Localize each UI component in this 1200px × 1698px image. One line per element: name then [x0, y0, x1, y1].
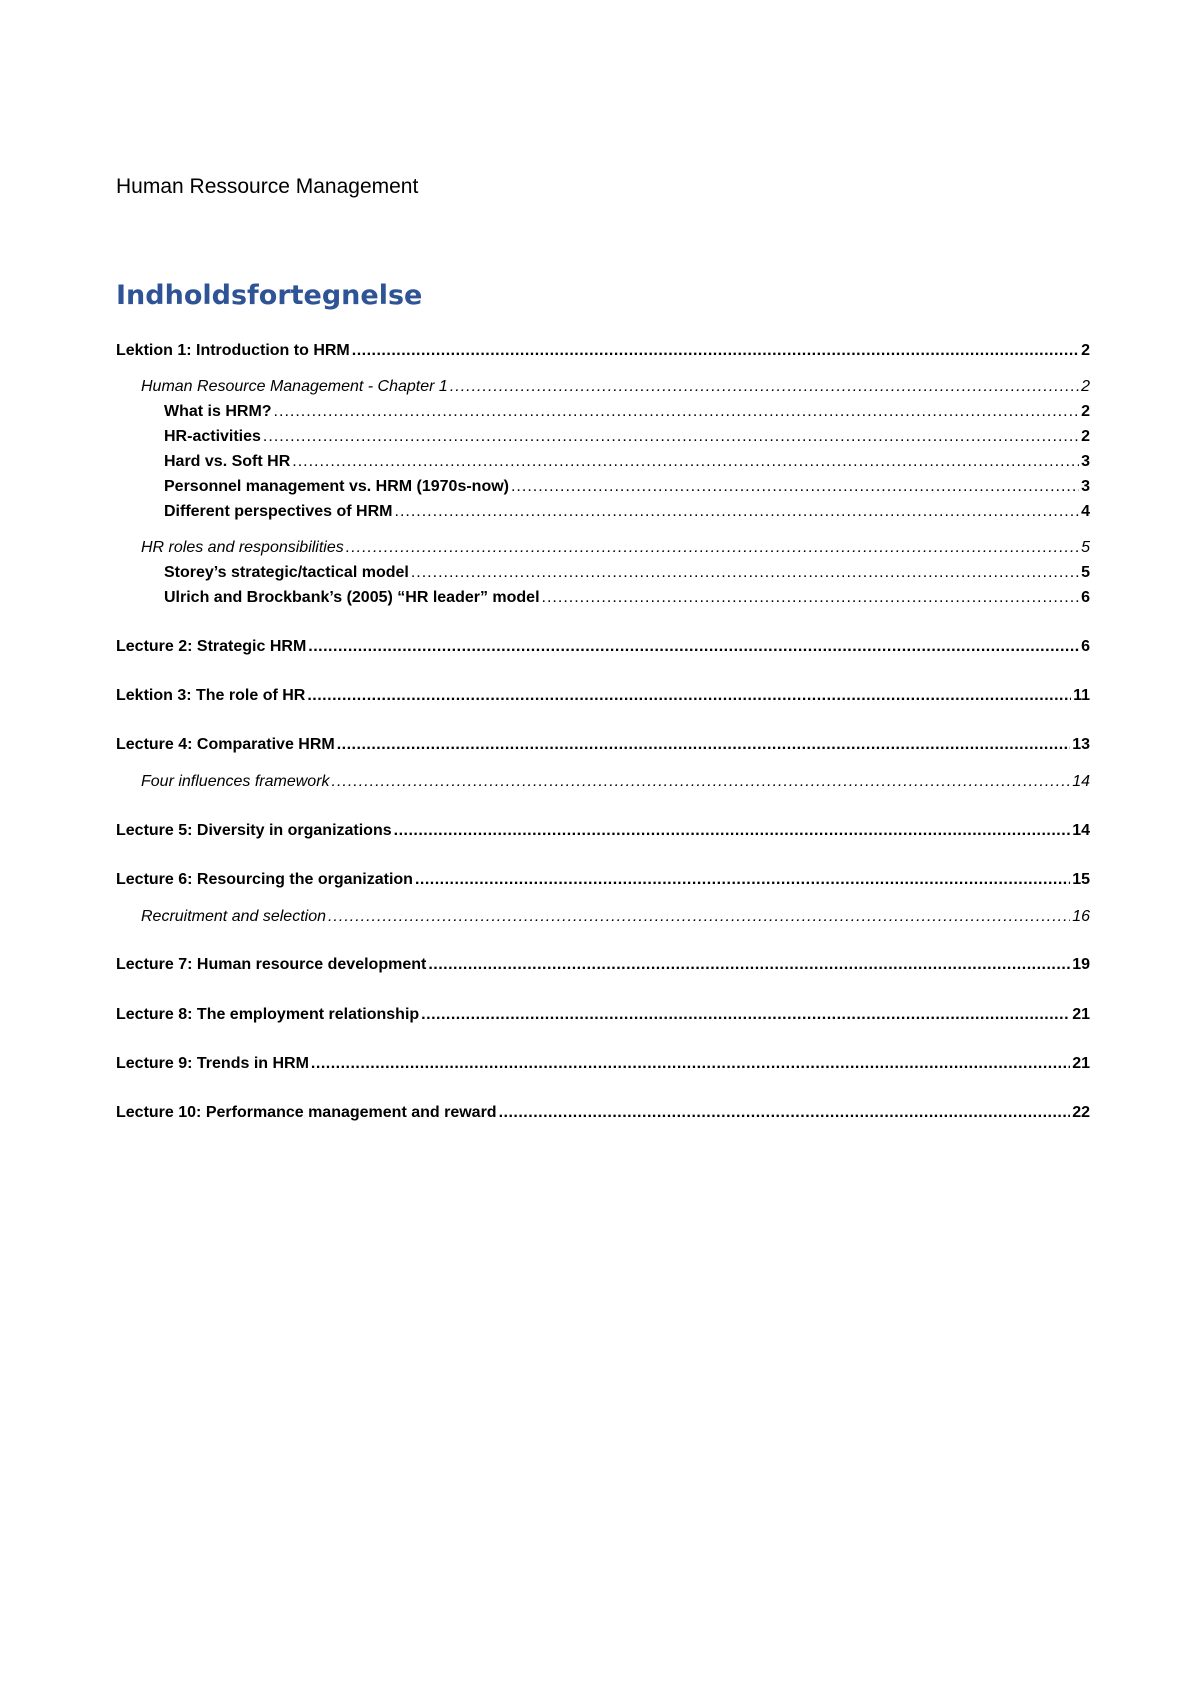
toc-entry-label: HR-activities [164, 426, 261, 448]
toc-entry-label: Lektion 3: The role of HR [116, 685, 305, 707]
toc-entry[interactable] [141, 906, 1090, 928]
toc-leader-dots [499, 1102, 1071, 1124]
toc-entry-page: 11 [1073, 687, 1090, 704]
toc-entry[interactable] [141, 771, 1090, 793]
toc-entry[interactable] [116, 820, 1090, 842]
toc-entry-page: 22 [1072, 1104, 1090, 1121]
toc-entry-label: Lecture 4: Comparative HRM [116, 734, 335, 756]
toc-entry[interactable] [116, 636, 1090, 658]
toc-entry-page: 3 [1081, 453, 1090, 470]
toc-entry-page: 2 [1081, 403, 1090, 420]
toc-entry-label: Personnel management vs. HRM (1970s-now) [164, 476, 509, 498]
toc-entry-label: Lecture 10: Performance management and reward [116, 1102, 497, 1124]
toc-leader-dots [394, 820, 1071, 842]
toc-leader-dots [274, 401, 1080, 423]
toc-leader-dots [395, 501, 1080, 523]
toc-entry[interactable] [141, 537, 1090, 559]
toc-leader-dots [328, 906, 1070, 928]
toc-entry-page: 21 [1072, 1006, 1090, 1023]
toc-entry-label: Lecture 2: Strategic HRM [116, 636, 306, 658]
toc-heading: Indholdsfortegnelse [116, 280, 423, 311]
toc-leader-dots [292, 451, 1079, 473]
toc-entry[interactable] [116, 685, 1090, 707]
toc-leader-dots [421, 1004, 1070, 1026]
toc-entry[interactable] [116, 869, 1090, 891]
toc-entry[interactable] [116, 340, 1090, 362]
toc-entry[interactable] [141, 376, 1090, 398]
toc-entry-label: Human Resource Management - Chapter 1 [141, 376, 448, 398]
toc-entry-page: 19 [1072, 956, 1090, 973]
toc-entry[interactable] [116, 1004, 1090, 1026]
toc-leader-dots [332, 771, 1071, 793]
toc-entry-label: Different perspectives of HRM [164, 501, 393, 523]
toc-entry-page: 13 [1072, 736, 1090, 753]
document-title: Human Ressource Management [116, 175, 419, 198]
toc-entry-page: 6 [1081, 589, 1090, 606]
toc-entry-label: Lektion 1: Introduction to HRM [116, 340, 350, 362]
toc-entry-page: 2 [1081, 342, 1090, 359]
toc-entry-label: What is HRM? [164, 401, 272, 423]
toc-entry-label: Lecture 5: Diversity in organizations [116, 820, 392, 842]
toc-leader-dots [352, 340, 1079, 362]
toc-leader-dots [308, 636, 1079, 658]
toc-entry-page: 16 [1072, 908, 1090, 925]
toc-entry-page: 4 [1081, 503, 1090, 520]
toc-entry[interactable] [164, 501, 1090, 523]
toc-leader-dots [263, 426, 1079, 448]
toc-entry[interactable] [116, 1053, 1090, 1075]
toc-entry-label: Recruitment and selection [141, 906, 326, 928]
toc-leader-dots [337, 734, 1070, 756]
toc-entry-label: Lecture 8: The employment relationship [116, 1004, 419, 1026]
toc-entry[interactable] [116, 954, 1090, 976]
toc-entry[interactable] [164, 426, 1090, 448]
toc-entry[interactable] [116, 734, 1090, 756]
toc-entry-label: Ulrich and Brockbank’s (2005) “HR leader” model [164, 587, 540, 609]
toc-leader-dots [307, 685, 1071, 707]
toc-entry[interactable] [164, 451, 1090, 473]
toc-entry-page: 14 [1072, 822, 1090, 839]
toc-entry-page: 2 [1081, 428, 1090, 445]
toc-entry-label: Lecture 6: Resourcing the organization [116, 869, 413, 891]
toc-entry-label: Hard vs. Soft HR [164, 451, 290, 473]
toc-entry-label: Storey’s strategic/tactical model [164, 562, 409, 584]
toc-entry-page: 5 [1081, 539, 1090, 556]
toc-entry[interactable] [164, 562, 1090, 584]
toc-entry-page: 15 [1072, 871, 1090, 888]
toc-entry[interactable] [164, 401, 1090, 423]
toc-entry-page: 5 [1081, 564, 1090, 581]
toc-entry-label: Four influences framework [141, 771, 330, 793]
toc-leader-dots [511, 476, 1079, 498]
toc-entry-page: 3 [1081, 478, 1090, 495]
toc-entry-page: 6 [1081, 638, 1090, 655]
toc-entry-page: 21 [1072, 1055, 1090, 1072]
toc-leader-dots [415, 869, 1070, 891]
toc-entry-label: HR roles and responsibilities [141, 537, 344, 559]
toc-leader-dots [542, 587, 1080, 609]
toc-entry-label: Lecture 7: Human resource development [116, 954, 426, 976]
toc-leader-dots [450, 376, 1079, 398]
toc-leader-dots [346, 537, 1079, 559]
toc-entry[interactable] [164, 587, 1090, 609]
toc-entry[interactable] [116, 1102, 1090, 1124]
toc-entry-label: Lecture 9: Trends in HRM [116, 1053, 309, 1075]
toc-entry-page: 14 [1072, 773, 1090, 790]
toc-entry[interactable] [164, 476, 1090, 498]
toc-entry-page: 2 [1081, 378, 1090, 395]
toc-leader-dots [411, 562, 1079, 584]
toc-leader-dots [428, 954, 1070, 976]
toc-leader-dots [311, 1053, 1070, 1075]
